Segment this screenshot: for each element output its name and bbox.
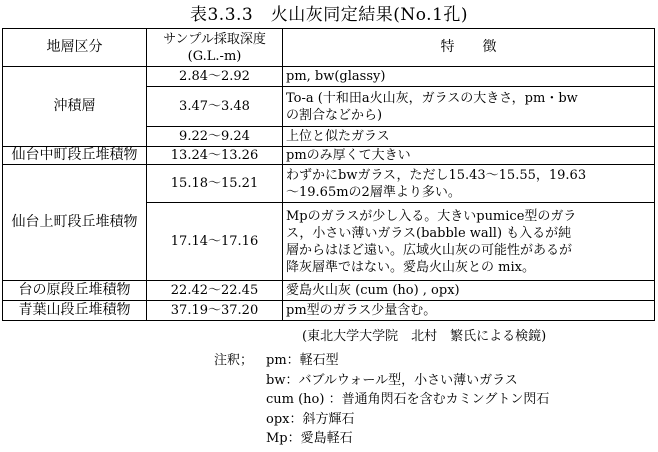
depth-cell: 17.14～17.16: [147, 203, 283, 281]
depth-cell: 37.19～37.20: [147, 301, 283, 321]
depth-cell: 22.42～22.45: [147, 281, 283, 301]
header-stratum: 地層区分: [3, 29, 147, 67]
table-row: [3, 67, 655, 87]
notes-label: 注釈；: [214, 353, 254, 368]
table-row: [3, 281, 655, 301]
feature-line: ス，小さい薄いガラス(babble wall) も入るが純: [286, 225, 572, 241]
feature-cell: pmのみ厚くて大きい: [283, 147, 655, 165]
feature-cell: pm, bw(glassy): [283, 67, 655, 87]
table-row: [3, 147, 655, 165]
feature-line: 層からはほど遠い。広域火山灰の可能性があるが: [286, 242, 573, 258]
stratum-cell: 台の原段丘堆積物: [3, 281, 147, 301]
header-depth: [147, 29, 283, 67]
header-depth-line1: サンプル採取深度: [163, 31, 266, 47]
note-text: Mp：愛島軽石: [266, 431, 353, 446]
feature-line: Mpのガラスが少し入る。大きいpumice型のガラ: [286, 208, 577, 224]
note-line: [214, 371, 549, 391]
depth-cell: 2.84～2.92: [147, 67, 283, 87]
depth-cell: 15.18～15.21: [147, 165, 283, 203]
note-line: [214, 429, 549, 449]
feature-line: 降灰層準ではない。愛島火山灰との mix。: [286, 259, 535, 275]
feature-line: ～19.65mの2層準より多い。: [286, 184, 461, 200]
note-text: cum (ho) ：普通角閃石を含むカミングトン閃石: [266, 392, 550, 407]
depth-cell: 9.22～9.24: [147, 127, 283, 147]
note-text: pm：軽石型: [266, 353, 339, 368]
feature-cell: [283, 203, 655, 281]
note-line: [214, 390, 549, 410]
table-header-row: [3, 29, 655, 67]
feature-cell: 上位と似たガラス: [283, 127, 655, 147]
note-text: opx：斜方輝石: [266, 411, 355, 427]
feature-line: To-a (十和田a火山灰，ガラスの大きさ，pm・bw: [286, 90, 578, 106]
note-line: [214, 410, 549, 430]
header-depth-line2: (G.L.-m): [187, 48, 242, 64]
depth-cell: 13.24～13.26: [147, 147, 283, 165]
note-line: [214, 351, 549, 371]
page-title: 表3.3.3 火山灰同定結果(No.1孔): [189, 5, 469, 25]
feature-line: わずかにbwガラス，ただし15.43～15.55，19.63: [286, 167, 587, 183]
stratum-cell: 沖積層: [3, 67, 147, 147]
feature-cell: pm型のガラス少量含む。: [283, 301, 655, 321]
depth-cell: 3.47～3.48: [147, 87, 283, 127]
volcanic-ash-table: [2, 28, 655, 321]
feature-line: の割合などから): [286, 107, 383, 123]
notes-section: [214, 351, 549, 449]
source-note: (東北大学大学院 北村 繁氏による検鏡): [302, 329, 547, 344]
table-row: [3, 301, 655, 321]
feature-cell: [283, 87, 655, 127]
stratum-cell: 仙台上町段丘堆積物: [3, 165, 147, 281]
header-features: 特 徴: [283, 29, 655, 67]
feature-cell: 愛島火山灰 (cum (ho) , opx): [283, 281, 655, 301]
table-row: [3, 165, 655, 203]
feature-cell: [283, 165, 655, 203]
stratum-cell: 青葉山段丘堆積物: [3, 301, 147, 321]
stratum-cell: 仙台中町段丘堆積物: [3, 147, 147, 165]
note-text: bw：バブルウォール型，小さい薄いガラス: [266, 372, 518, 388]
